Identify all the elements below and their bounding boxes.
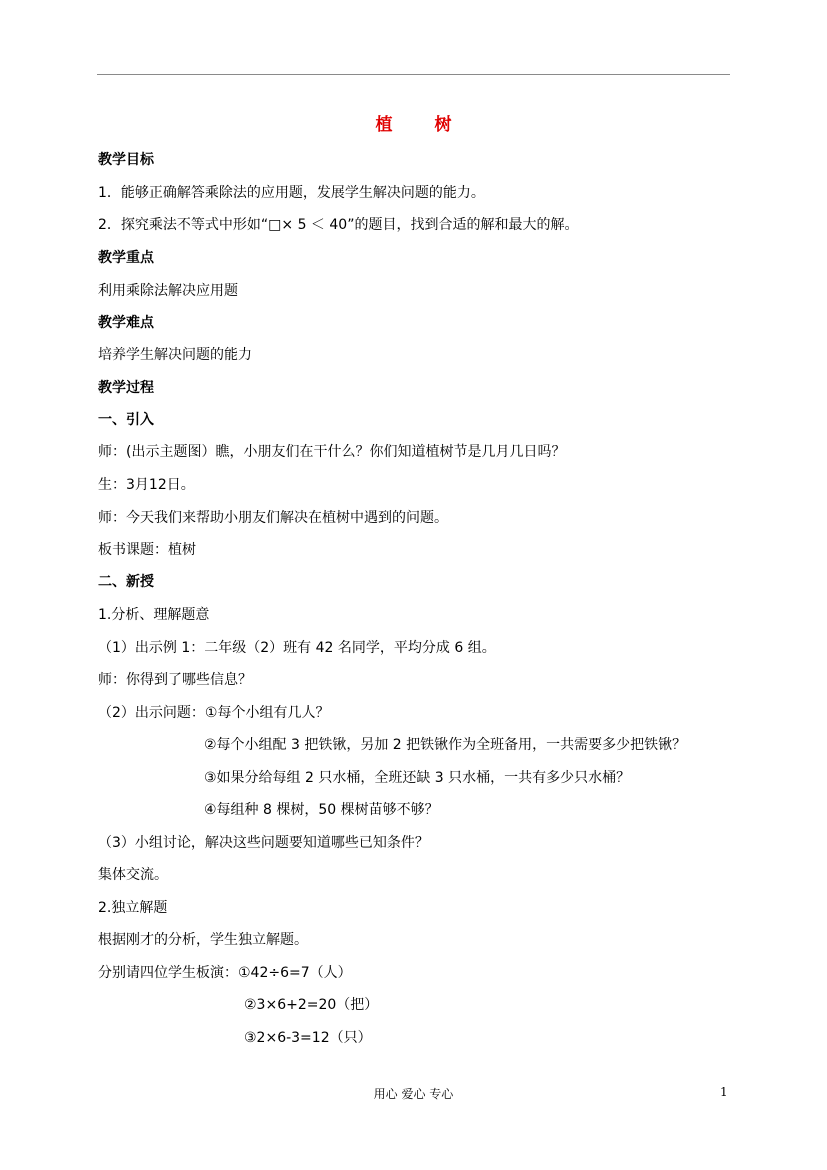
paragraph: （2）出示问题：①每个小组有几人？ [98,705,330,721]
paragraph: 生：3月12日。 [98,477,195,493]
footer-motto: 用心 爱心 专心 [373,1087,454,1101]
page-title: 植 树 [375,115,470,135]
paragraph: 板书课题：植树 [98,542,196,558]
paragraph: 师：(出示主题图）瞧，小朋友们在干什么？你们知道植树节是几月几日吗？ [98,444,566,460]
paragraph: （3）小组讨论，解决这些问题要知道哪些已知条件？ [98,835,429,851]
header-rule [97,74,730,75]
answer-item: ③2×6-3=12（只） [244,1030,372,1046]
question-item: ④每组种 8 棵树，50 棵树苗够不够？ [204,802,439,818]
page-number: 1 [720,1085,728,1099]
subheading-new-lesson: 二、新授 [98,574,154,590]
paragraph: 分别请四位学生板演：①42÷6=7（人） [98,965,352,981]
goal-2: 2．探究乘法不等式中形如“□× 5 ＜ 40”的题目，找到合适的解和最大的解。 [98,217,579,233]
section-heading-process: 教学过程 [98,380,154,396]
section-heading-difficulties: 教学难点 [98,315,154,331]
section-heading-key-points: 教学重点 [98,250,154,266]
question-item: ②每个小组配 3 把铁锹，另加 2 把铁锹作为全班备用，一共需要多少把铁锹？ [204,737,687,753]
paragraph: 集体交流。 [98,867,168,883]
difficulty-text: 培养学生解决问题的能力 [98,347,252,363]
subheading-intro: 一、引入 [98,412,154,428]
answer-item: ②3×6+2=20（把） [244,997,379,1013]
goal-1: 1．能够正确解答乘除法的应用题，发展学生解决问题的能力。 [98,185,485,201]
key-point-text: 利用乘除法解决应用题 [98,283,238,299]
section-heading-goals: 教学目标 [98,152,154,168]
paragraph: 1.分析、理解题意 [98,607,210,623]
paragraph: 根据刚才的分析，学生独立解题。 [98,932,308,948]
question-item: ③如果分给每组 2 只水桶，全班还缺 3 只水桶，一共有多少只水桶？ [204,770,631,786]
paragraph: 师：今天我们来帮助小朋友们解决在植树中遇到的问题。 [98,510,448,526]
paragraph: 师：你得到了哪些信息？ [98,672,252,688]
paragraph: 2.独立解题 [98,900,168,916]
paragraph: （1）出示例 1：二年级（2）班有 42 名同学，平均分成 6 组。 [98,640,496,656]
